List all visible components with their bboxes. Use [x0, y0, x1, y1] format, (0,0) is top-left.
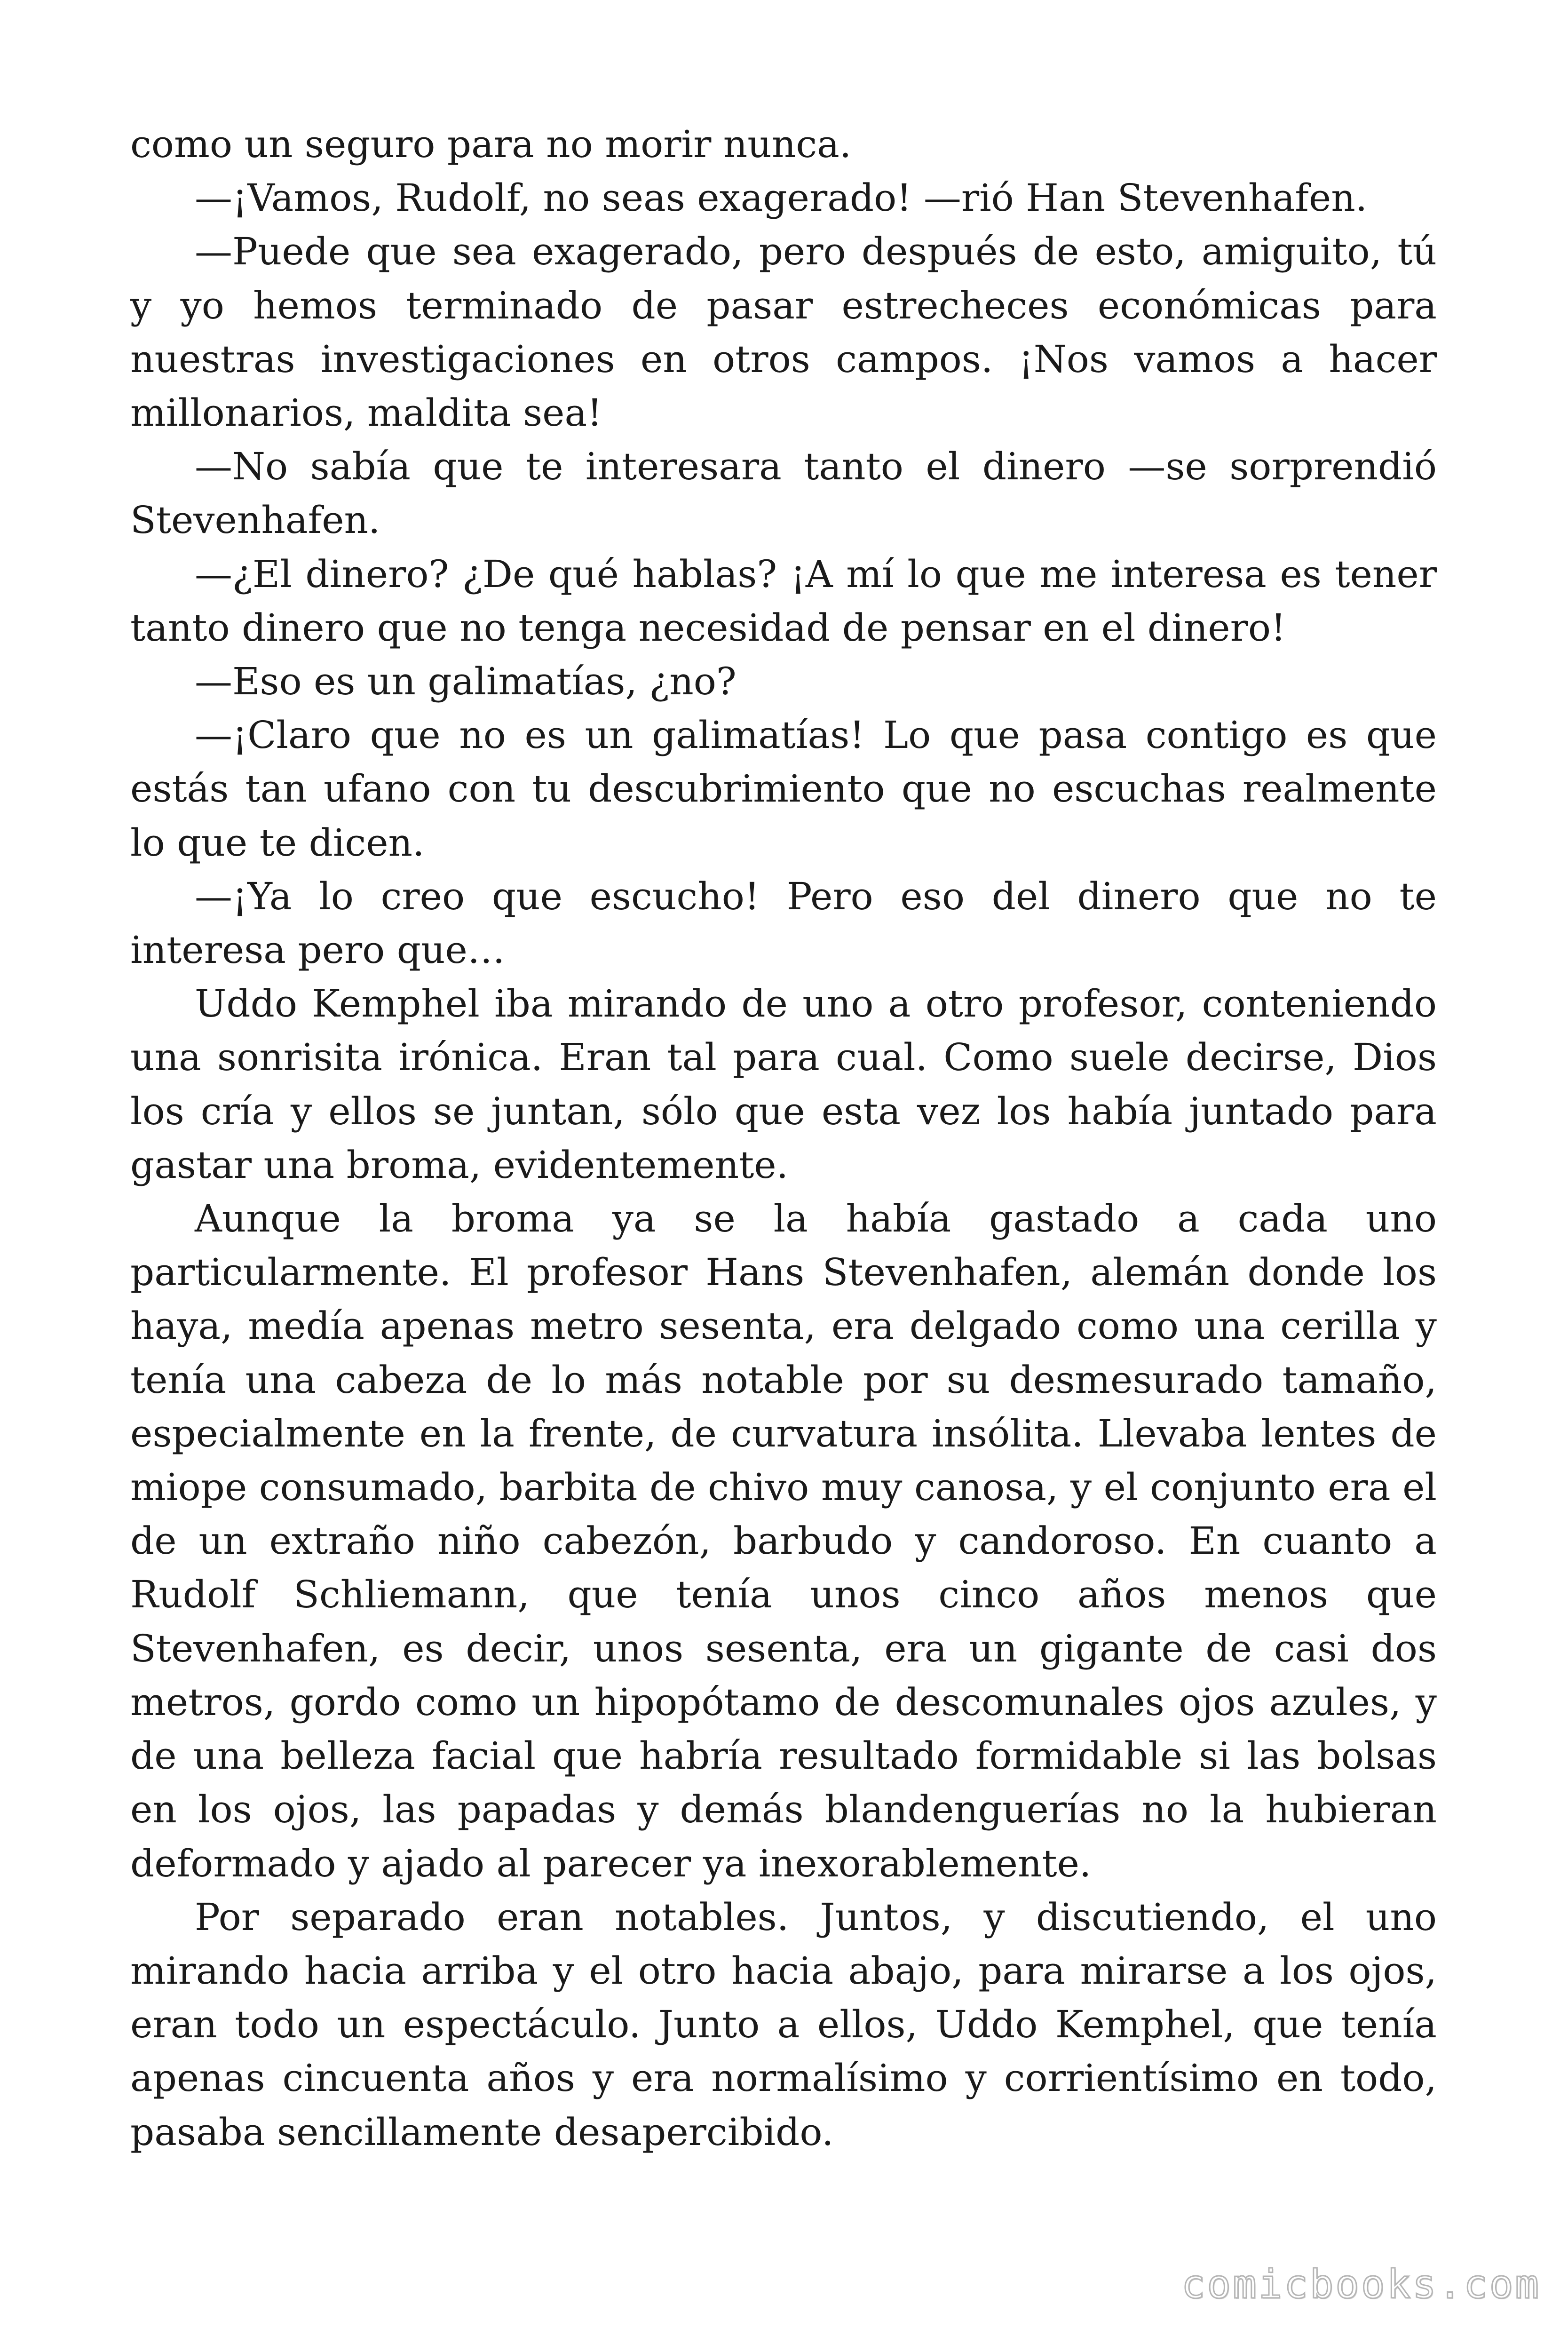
paragraph-continuation: como un seguro para no morir nunca.	[130, 122, 852, 166]
watermark: comicbooks.com	[1181, 2261, 1541, 2307]
paragraph-dialogue: —¡Claro que no es un galimatías! Lo que pasa contigo es que estás tan ufano con tu descubrimiento que no escuchas realmente lo que te dicen.	[130, 713, 1437, 865]
page-text	[130, 118, 1437, 2159]
paragraph-dialogue: —¡Vamos, Rudolf, no seas exagerado! —rió Han Stevenhafen.	[195, 176, 1368, 220]
paragraph-dialogue: —Eso es un galimatías, ¿no?	[195, 660, 736, 704]
paragraph-narration: Por separado eran notables. Juntos, y discutiendo, el uno mirando hacia arriba y el otro hacia abajo, para mirarse a los ojos, eran todo un espectáculo. Junto a ellos, Uddo Kemphel, que tenía apenas cincuenta años y era normalísimo y corrientísimo en todo, pasaba sencillamente desapercibido.	[130, 1895, 1437, 2154]
paragraph-dialogue: —No sabía que te interesara tanto el dinero —se sorprendió Stevenhafen.	[130, 445, 1437, 542]
paragraph-dialogue: —¡Ya lo creo que escucho! Pero eso del dinero que no te interesa pero que…	[130, 874, 1437, 972]
paragraph-dialogue: —¿El dinero? ¿De qué hablas? ¡A mí lo que me interesa es tener tanto dinero que no tenga necesidad de pensar en el dinero!	[130, 552, 1437, 650]
paragraph-dialogue: —Puede que sea exagerado, pero después de esto, amiguito, tú y yo hemos terminado de pasar estrecheces económicas para nuestras investigaciones en otros campos. ¡Nos vamos a hacer millonarios, maldita sea!	[130, 230, 1437, 435]
paragraph-narration: Uddo Kemphel iba mirando de uno a otro profesor, conteniendo una sonrisita irónica. Eran tal para cual. Como suele decirse, Dios los cría y ellos se juntan, sólo que esta vez los había juntado para gastar una broma, evidentemente.	[130, 982, 1437, 1187]
paragraph-narration: Aunque la broma ya se la había gastado a cada uno particularmente. El profesor Hans Stevenhafen, alemán donde los haya, medía apenas metro sesenta, era delgado como una cerilla y tenía una cabeza de lo más notable por su desmesurado tamaño, especialmente en la frente, de curvatura insólita. Llevaba lentes de miope consumado, barbita de chivo muy canosa, y el conjunto era el de un extraño niño cabezón, barbudo y candoroso. En cuanto a Rudolf Schliemann, que tenía unos cinco años menos que Stevenhafen, es decir, unos sesenta, era un gigante de casi dos metros, gordo como un hipopótamo de descomunales ojos azules, y de una belleza facial que habría resultado formidable si las bolsas en los ojos, las papadas y demás blandenguerías no la hubieran deformado y ajado al parecer ya inexorablemente.	[130, 1197, 1437, 1885]
